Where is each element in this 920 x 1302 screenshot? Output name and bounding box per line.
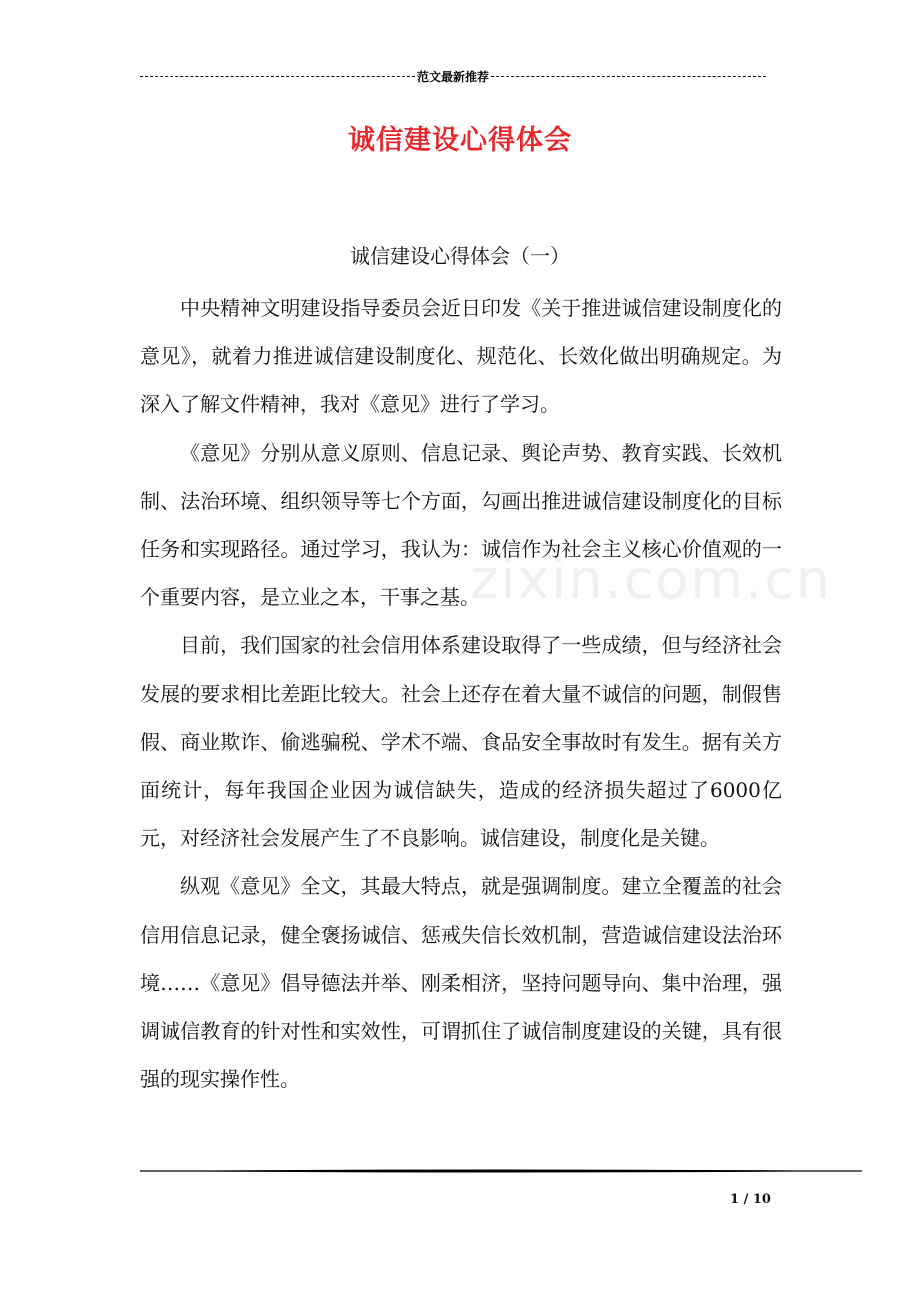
paragraph: 中央精神文明建设指导委员会近日印发《关于推进诚信建设制度化的意见》，就着力推进诚信建设制度化、规范化、长效化做出明确规定。为深入了解文件精神，我对《意见》进行了学习。 — [140, 296, 782, 417]
document-title: 诚信建设心得体会 — [348, 125, 572, 156]
header-dash-right — [491, 76, 766, 77]
watermark: zixin.com.cn — [470, 548, 833, 611]
paragraph: 纵观《意见》全文，其最大特点，就是强调制度。建立全覆盖的社会信用信息记录，健全褒扬诚信、惩戒失信长效机制，营造诚信建设法治环境……《意见》倡导德法并举、刚柔相济，坚持问题导向、集中治理，强调诚信教育的针对性和实效性，可谓抓住了诚信制度建设的关键，具有很强的现实操作性。 — [140, 874, 782, 1092]
header-dash-left — [140, 76, 415, 77]
page-header — [140, 66, 766, 86]
section-heading: 诚信建设心得体会（一） — [350, 244, 570, 268]
paragraph: 《意见》分别从意义原则、信息记录、舆论声势、教育实践、长效机制、法治环境、组织领导等七个方面，勾画出推进诚信建设制度化的目标任务和实现路径。通过学习，我认为：诚信作为社会主义核心价值观的一个重要内容，是立业之本，干事之基。 — [140, 440, 782, 610]
header-label: 范文最新推荐 — [417, 69, 490, 84]
document-body — [140, 284, 782, 1103]
footer-divider — [140, 1166, 862, 1176]
page-number: 1 / 10 — [730, 1192, 771, 1207]
paragraph: 目前，我们国家的社会信用体系建设取得了一些成绩，但与经济社会发展的要求相比差距比较大。社会上还存在着大量不诚信的问题，制假售假、商业欺诈、偷逃骗税、学术不端、食品安全事故时有发生。据有关方面统计，每年我国企业因为诚信缺失，造成的经济损失超过了6000亿元，对经济社会发展产生了不良影响。诚信建设，制度化是关键。 — [140, 633, 782, 851]
